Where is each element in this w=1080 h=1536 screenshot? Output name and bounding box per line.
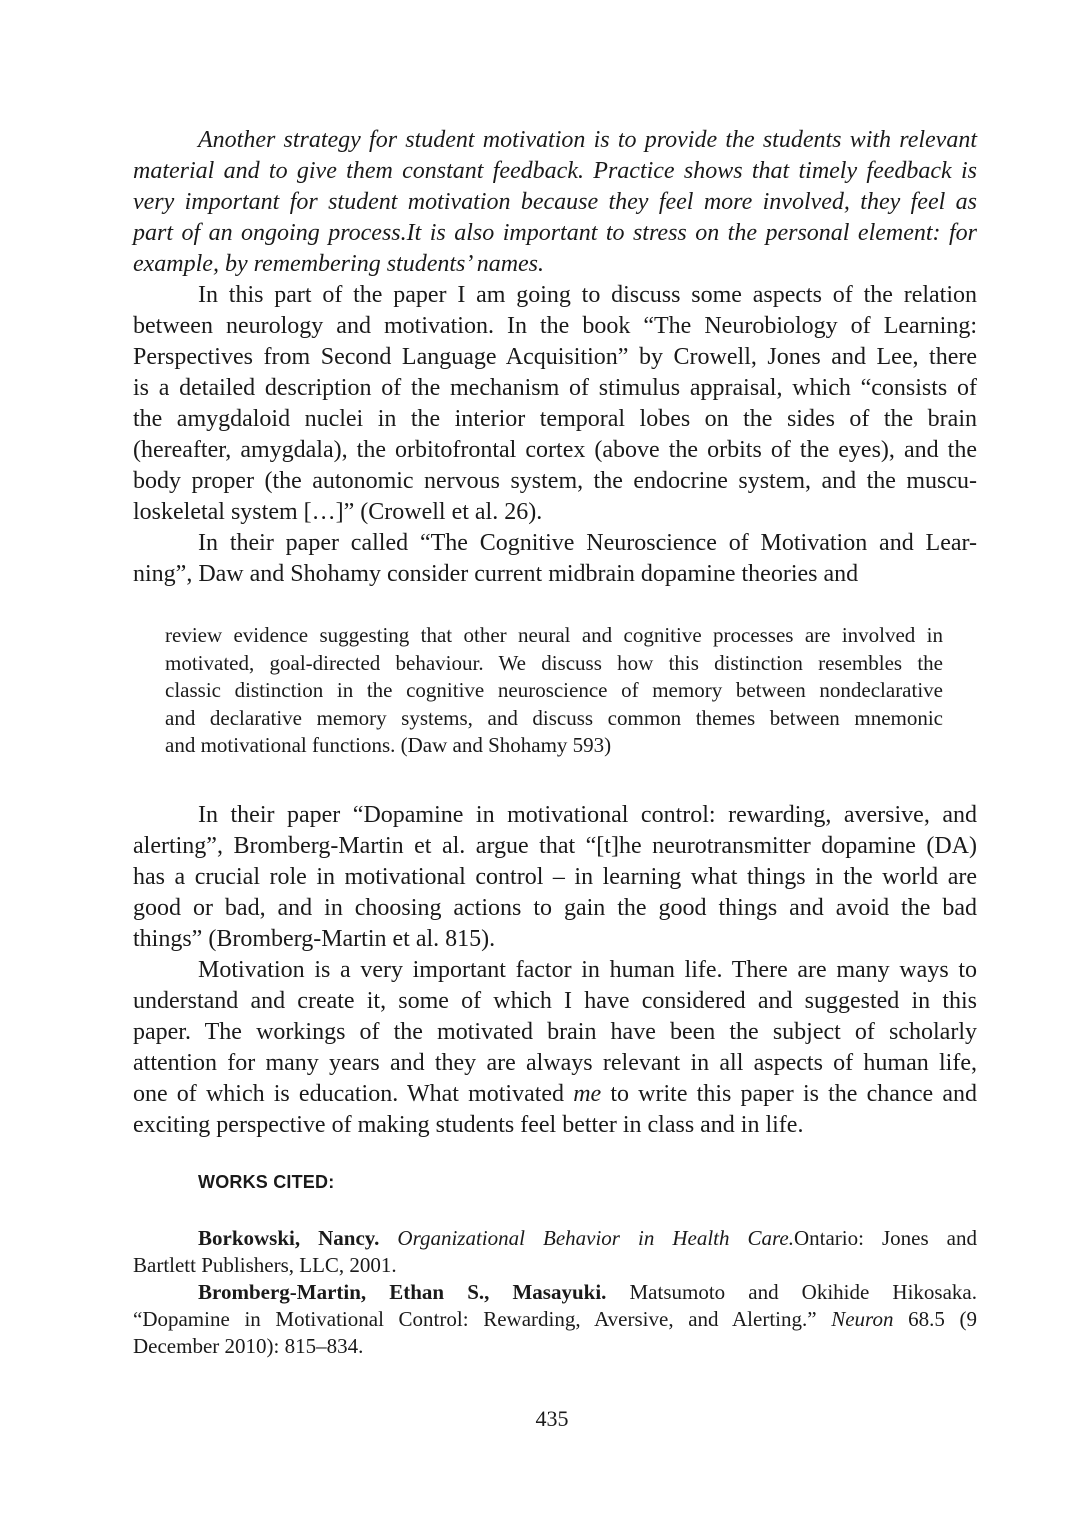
text-line: between neurology and motivation. In the book “The Neurobiology of Learning: <box>133 313 977 339</box>
text-line: classic distinction in the cognitive neuroscience of memory between nondeclarative <box>165 678 943 702</box>
text-line: the amygdaloid nuclei in the interior temporal lobes on the sides of the brain <box>133 406 977 432</box>
text-line: and motivational functions. (Daw and Shohamy 593) <box>165 733 612 757</box>
text-line <box>133 1225 977 1252</box>
text-line: (hereafter, amygdala), the orbitofrontal cortex (above the orbits of the eyes), and the <box>133 437 977 463</box>
text-line: Bartlett Publishers, LLC, 2001. <box>133 1253 397 1277</box>
text-line: loskeletal system […]” (Crowell et al. 26). <box>133 499 543 525</box>
text-line <box>133 1279 977 1306</box>
text-line: paper. The workings of the motivated brain have been the subject of scholarly <box>133 1019 977 1045</box>
text-line: very important for student motivation because they feel more involved, they feel as <box>133 189 977 215</box>
text-segment: Matsumoto and Okihide Hikosaka. <box>606 1280 977 1304</box>
page-number: 435 <box>535 1406 569 1431</box>
text-line: and declarative memory systems, and discuss common themes between mnemonic <box>165 705 943 730</box>
text-line: attention for many years and they are always relevant in all aspects of human life, <box>133 1050 977 1076</box>
text-line: review evidence suggesting that other neural and cognitive processes are involved in <box>165 623 943 647</box>
text-segment: one of which is education. What motivated <box>133 1081 574 1107</box>
text-line: December 2010): 815–834. <box>133 1334 364 1358</box>
text-segment: Neuron <box>831 1307 894 1331</box>
text-segment: Bromberg-Martin, Ethan S., Masayuki. <box>198 1280 607 1304</box>
text-line: ning”, Daw and Shohamy consider current midbrain dopamine theories and <box>133 561 859 587</box>
text-line: Perspectives from Second Language Acquisition” by Crowell, Jones and Lee, there <box>133 344 977 370</box>
text-line: understand and create it, some of which I have considered and suggested in this <box>133 988 977 1014</box>
text-line: is a detailed description of the mechanism of stimulus appraisal, which “consists of <box>133 375 977 401</box>
body-text-upper <box>133 125 977 590</box>
text-line: example, by remembering students’ names. <box>133 251 545 277</box>
text-segment: Organizational Behavior in Health Care. <box>397 1226 794 1250</box>
block-quote <box>165 622 943 760</box>
text-line: alerting”, Bromberg-Martin et al. argue that “[t]he neurotransmitter dopamine (DA) <box>133 833 977 859</box>
text-segment: 68.5 (9 <box>893 1307 977 1331</box>
text-line: In their paper called “The Cognitive Neuroscience of Motivation and Lear- <box>198 530 977 556</box>
text-line: body proper (the autonomic nervous system, the endocrine system, and the muscu- <box>133 468 977 494</box>
text-line: has a crucial role in motivational control – in learning what things in the world are <box>133 864 977 890</box>
text-line <box>133 1306 977 1333</box>
text-line: good or bad, and in choosing actions to gain the good things and avoid the bad <box>133 895 977 921</box>
text-line: exciting perspective of making students feel better in class and in life. <box>133 1112 804 1138</box>
text-line <box>133 1079 977 1110</box>
text-line: Another strategy for student motivation is to provide the students with relevant <box>198 127 977 153</box>
text-segment: me <box>573 1081 602 1107</box>
works-cited-list <box>133 1225 977 1360</box>
text-line: things” (Bromberg-Martin et al. 815). <box>133 926 496 952</box>
text-line: Motivation is a very important factor in human life. There are many ways to <box>198 957 977 983</box>
text-segment: to write this paper is the chance and <box>601 1081 977 1107</box>
text-line: In their paper “Dopamine in motivational control: rewarding, aversive, and <box>198 802 977 828</box>
text-segment: “Dopamine in Motivational Control: Rewarding, Aversive, and Alerting.” <box>133 1307 832 1331</box>
text-segment <box>379 1226 397 1250</box>
text-line: material and to give them constant feedback. Practice shows that timely feedback is <box>133 158 977 184</box>
text-line: part of an ongoing process.It is also important to stress on the personal element: for <box>133 220 977 246</box>
works-cited-heading: WORKS CITED: <box>198 1172 335 1192</box>
body-text-lower <box>133 800 977 1141</box>
text-segment: Ontario: Jones and <box>793 1226 977 1250</box>
text-segment: Borkowski, Nancy. <box>198 1226 380 1250</box>
text-line: motivated, goal-directed behaviour. We discuss how this distinction resembles the <box>165 650 943 675</box>
text-line: In this part of the paper I am going to discuss some aspects of the relation <box>198 282 977 308</box>
